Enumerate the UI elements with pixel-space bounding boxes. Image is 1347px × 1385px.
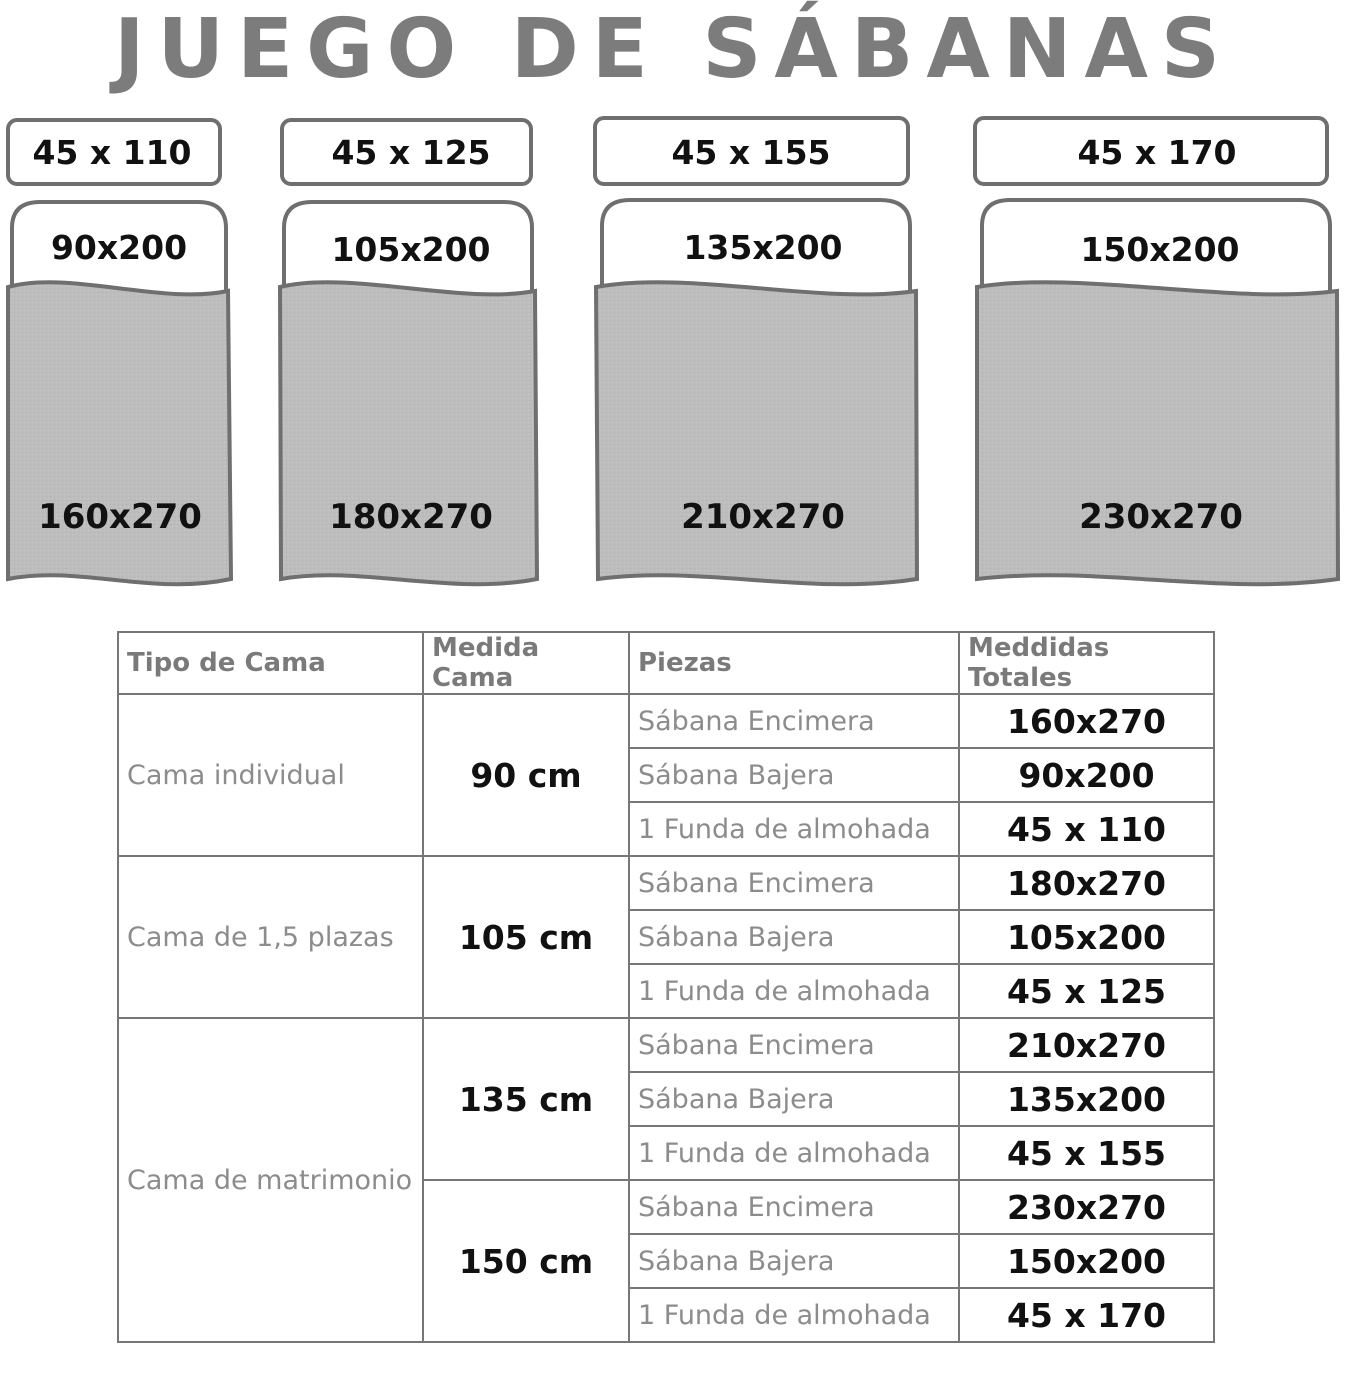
fitted-sheet-3-label: 135x200 (683, 228, 843, 267)
flat-sheet-3 (596, 282, 917, 584)
table-row (118, 1018, 1214, 1072)
bed-type-cell: Cama individual (118, 694, 423, 856)
total-size-cell: 230x270 (959, 1180, 1214, 1234)
table-row (118, 694, 1214, 748)
piece-cell: Sábana Encimera (629, 694, 959, 748)
sheet-set-2 (280, 120, 537, 584)
pillowcase-2-label: 45 x 125 (331, 133, 491, 172)
piece-cell: 1 Funda de almohada (629, 1288, 959, 1342)
piece-cell: Sábana Encimera (629, 1018, 959, 1072)
flat-sheet-4 (977, 282, 1338, 584)
flat-sheet-4-label: 230x270 (1079, 497, 1243, 537)
total-size-cell: 45 x 110 (959, 802, 1214, 856)
total-size-cell: 45 x 170 (959, 1288, 1214, 1342)
fitted-sheet-1-label: 90x200 (50, 228, 188, 267)
bed-size-cell: 90 cm (423, 694, 629, 856)
bed-size-cell: 135 cm (423, 1018, 629, 1180)
flat-sheet-3-label: 210x270 (681, 497, 845, 537)
total-size-cell: 135x200 (959, 1072, 1214, 1126)
bed-type-cell: Cama de 1,5 plazas (118, 856, 423, 1018)
flat-sheet-2-label: 180x270 (329, 497, 493, 537)
piece-cell: 1 Funda de almohada (629, 802, 959, 856)
pillowcase-3-label: 45 x 155 (671, 133, 831, 172)
piece-cell: Sábana Bajera (629, 1072, 959, 1126)
piece-cell: Sábana Encimera (629, 1180, 959, 1234)
sheet-set-1 (8, 120, 231, 584)
total-size-cell: 45 x 125 (959, 964, 1214, 1018)
header-bed-size: Medida Cama (423, 632, 629, 694)
bed-type-cell: Cama de matrimonio (118, 1018, 423, 1342)
total-size-cell: 45 x 155 (959, 1126, 1214, 1180)
piece-cell: Sábana Bajera (629, 910, 959, 964)
piece-cell: 1 Funda de almohada (629, 964, 959, 1018)
sheet-set-3 (595, 118, 917, 584)
header-pieces: Piezas (629, 632, 959, 694)
piece-cell: Sábana Encimera (629, 856, 959, 910)
fitted-sheet-2-label: 105x200 (331, 230, 491, 269)
page-title: JUEGO DE SÁBANAS (114, 2, 1233, 97)
header-total-sizes: Meddidas Totales (959, 632, 1214, 694)
piece-cell: Sábana Bajera (629, 1234, 959, 1288)
total-size-cell: 160x270 (959, 694, 1214, 748)
size-table (117, 631, 1215, 1343)
total-size-cell: 150x200 (959, 1234, 1214, 1288)
piece-cell: 1 Funda de almohada (629, 1126, 959, 1180)
piece-cell: Sábana Bajera (629, 748, 959, 802)
total-size-cell: 105x200 (959, 910, 1214, 964)
fitted-sheet-4-label: 150x200 (1080, 230, 1240, 269)
flat-sheet-2 (280, 282, 537, 584)
table-row (118, 856, 1214, 910)
bed-size-cell: 105 cm (423, 856, 629, 1018)
total-size-cell: 210x270 (959, 1018, 1214, 1072)
header-bed-type: Tipo de Cama (118, 632, 423, 694)
flat-sheet-1-label: 160x270 (38, 497, 202, 537)
pillowcase-4-label: 45 x 170 (1077, 133, 1237, 172)
sheet-sets-diagram (0, 110, 1347, 600)
pillowcase-1-label: 45 x 110 (32, 133, 192, 172)
table-header-row (118, 632, 1214, 694)
sheet-set-4 (975, 118, 1338, 584)
flat-sheet-1 (8, 282, 231, 584)
bed-size-cell: 150 cm (423, 1180, 629, 1342)
total-size-cell: 180x270 (959, 856, 1214, 910)
total-size-cell: 90x200 (959, 748, 1214, 802)
